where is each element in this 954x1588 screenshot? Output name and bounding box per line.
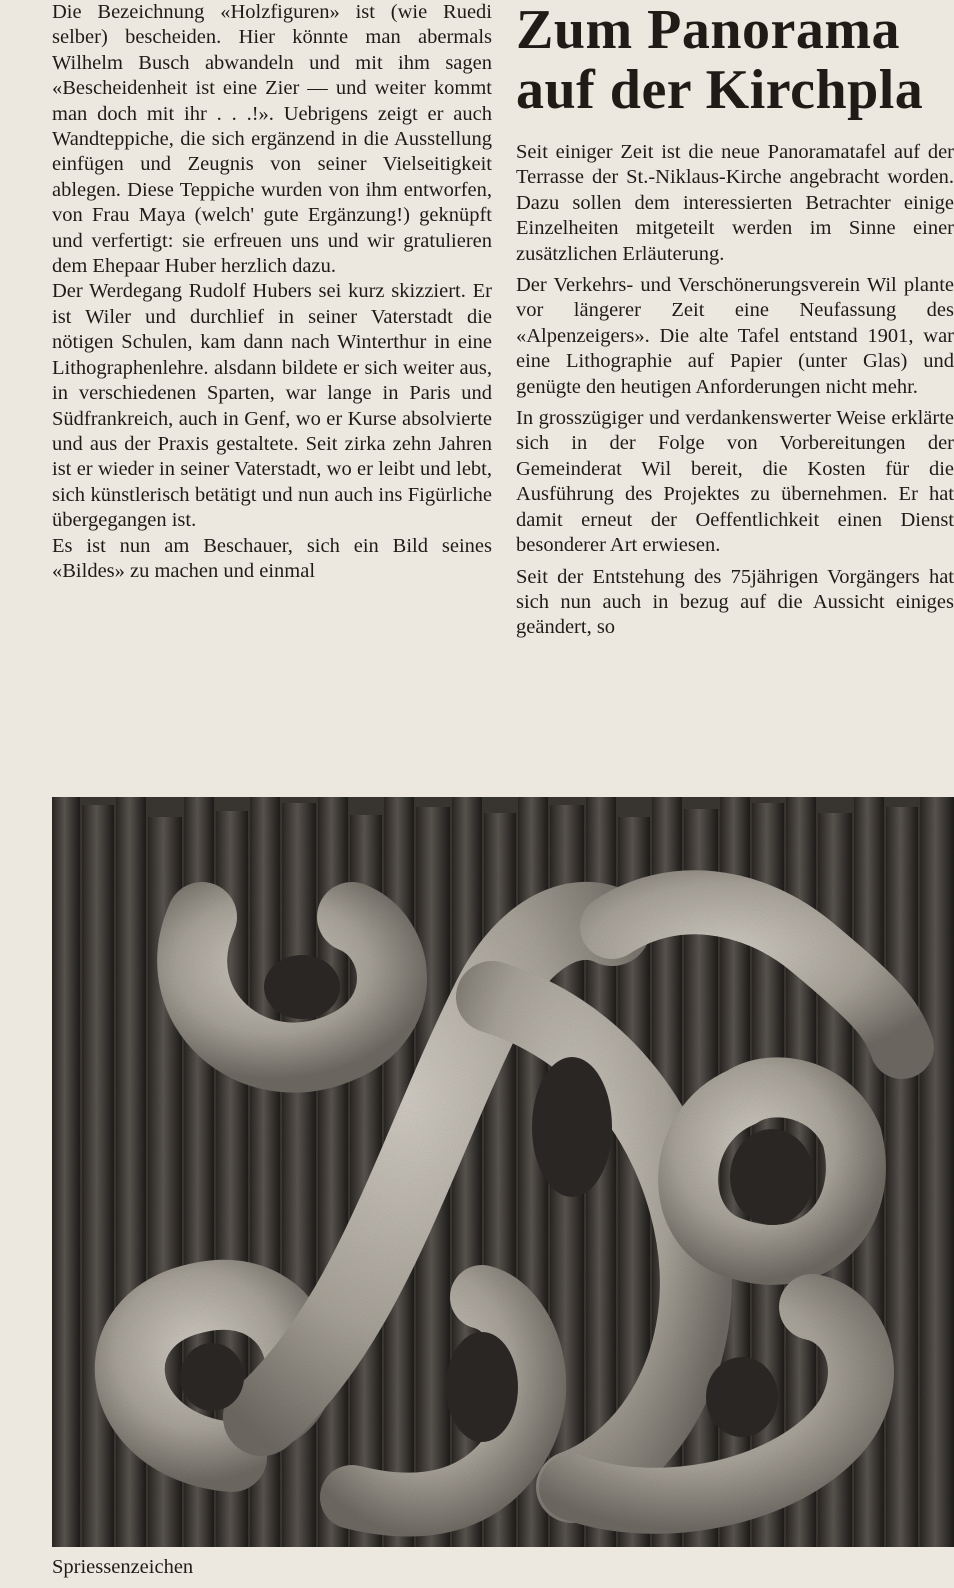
photo-content [52, 797, 954, 1547]
right-paragraph-4: Seit der Entstehung des 75jährigen Vorgängers hat sich nun auch in bezug auf die Aussicht einiges geändert, so [516, 565, 954, 639]
right-article-body [516, 140, 954, 641]
sculpture-photo-image [52, 797, 954, 1547]
right-article-column [516, 0, 954, 647]
right-paragraph-3: In grosszügiger und verdankenswerter Weise erklärte sich in der Folge von Vorbereitungen der Gemeinderat Wil bereit, die Kosten für die Ausführung des Projektes zu übernehmen. Er hat damit erneut der Oeffentlichkeit einen Dienst besonderer Art erwiesen. [516, 407, 954, 557]
right-paragraph-1: Seit einiger Zeit ist die neue Panoramatafel auf der Terrasse der St.-Niklaus-Kirche angebracht worden. Dazu sollen dem interessierten Betrachter einige Einzelheiten mitgeteilt werden im Sinne einer zusätzlichen Erläuterung. [516, 141, 954, 265]
headline-line-1: Zum Panorama [516, 0, 900, 61]
sculpture-photo [52, 797, 954, 1547]
photo-caption: Spriessenzeichen [52, 1556, 194, 1578]
left-article-column [52, 0, 492, 584]
article-headline [516, 0, 954, 120]
left-paragraph-3: Es ist nun am Beschauer, sich ein Bild seines «Bildes» zu machen und einmal [52, 534, 492, 582]
headline-line-2: auf der Kirchpla [516, 59, 924, 121]
left-paragraph-2: Der Werdegang Rudolf Hubers sei kurz skizziert. Er ist Wiler und durchlief in seiner Vaterstadt die nötigen Schulen, kam dann nach Winterthur in eine Lithographenlehre. alsdann bildete er sich weiter aus, in verschiedenen Sparten, war lange in Paris und Südfrankreich, auch in Genf, wo er Kurse absolvierte und aus der Praxis gestaltete. Seit zirka zehn Jahren ist er wieder in seiner Vaterstadt, wo er leibt und lebt, sich künstlerisch betätigt und nun auch ins Figürliche übergegangen ist. [52, 280, 492, 532]
right-paragraph-2: Der Verkehrs- und Verschönerungsverein Wil plante vor längerer Zeit eine Neufassung des «Alpenzeigers». Die alte Tafel entstand 1901, war eine Lithographie auf Papier (unter Glas) und genügte den heutigen Anforderungen nicht mehr. [516, 274, 954, 398]
left-paragraph-1: Die Bezeichnung «Holzfiguren» ist (wie Ruedi selber) bescheiden. Hier könnte man abermals Wilhelm Busch abwandeln und mit ihm sagen «Bescheidenheit ist eine Zier — und weiter kommt man doch mit ihr . . .!». Uebrigens zeigt er auch Wandteppiche, die sich ergänzend in die Ausstellung einfügen und Zeugnis von seiner Vielseitigkeit ablegen. Diese Teppiche wurden von ihm entworfen, von Frau Maya (welch' gute Ergänzung!) geknüpft und verfertigt: sie erfreuen uns und wir gratulieren dem Ehepaar Huber herzlich dazu. [52, 1, 492, 278]
